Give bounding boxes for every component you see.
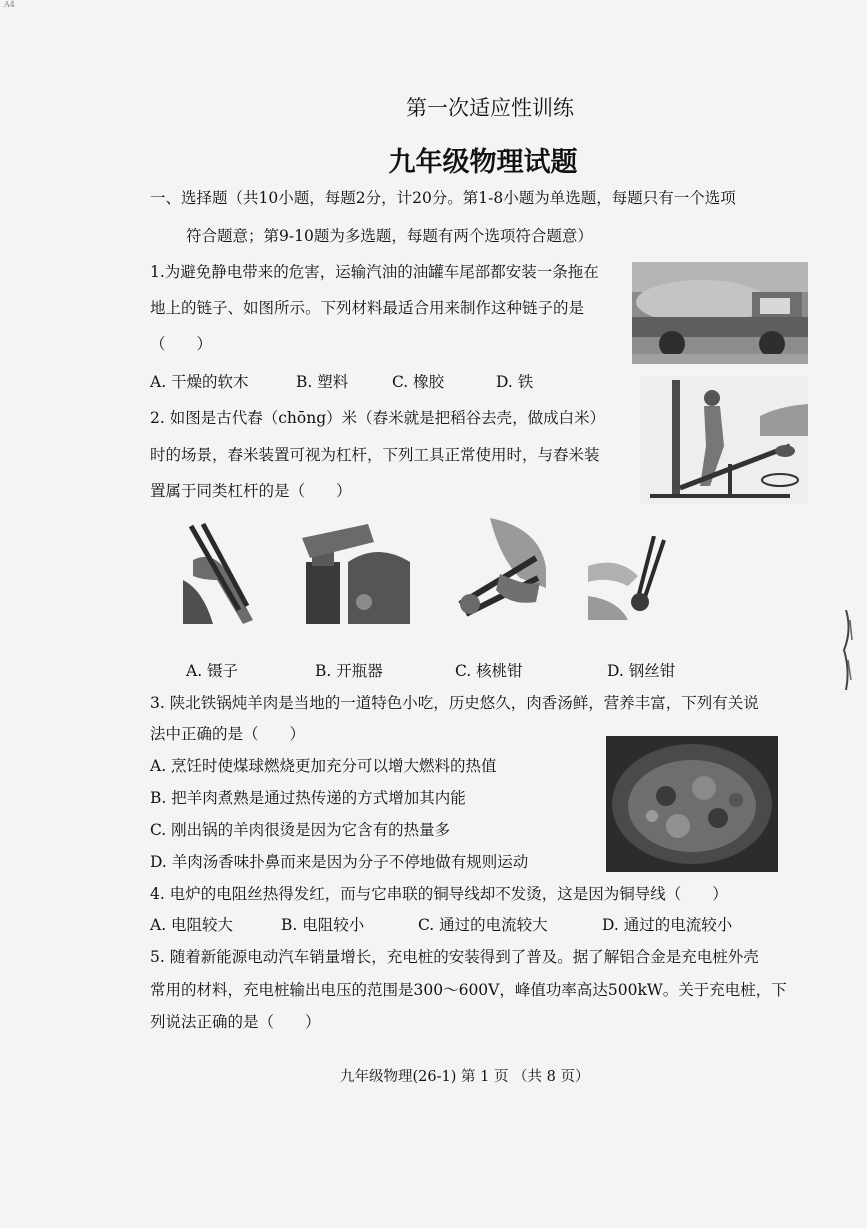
walnut-cracker-image [440,518,546,622]
q3-stem-line1: 3. 陕北铁锅炖羊肉是当地的一道特色小吃，历史悠久，肉香汤鲜，营养丰富，下列有关说 [150,694,759,712]
q3-stem-line2: 法中正确的是（ ） [150,725,306,743]
q1-option-c: C. 橡胶 [392,373,445,391]
q1-stem-line1: 1.为避免静电带来的危害，运输汽油的油罐车尾部都安装一条拖在 [150,263,599,281]
q4-option-a: A. 电阻较大 [150,916,234,934]
exam-title: 九年级物理试题 [388,147,578,178]
scan-edge-mark [838,610,856,690]
q1-option-d: D. 铁 [496,373,534,391]
q3-option-d: D. 羊肉汤香味扑鼻而来是因为分子不停地做有规则运动 [150,853,529,871]
q4-option-c: C. 通过的电流较大 [418,916,548,934]
q2-stem-line3: 置属于同类杠杆的是（ ） [150,482,352,500]
q3-option-c: C. 刚出锅的羊肉很烫是因为它含有的热量多 [150,821,451,839]
page-footer: 九年级物理(26-1) 第 1 页 （共 8 页） [340,1069,590,1085]
q5-stem-line2: 常用的材料，充电桩输出电压的范围是300～600V，峰值功率高达500kW。关于充电桩，下 [150,981,787,999]
q2-stem-line1: 2. 如图是古代舂（chōng）米（舂米就是把稻谷去壳，做成白米） [150,409,606,427]
q2-option-b: B. 开瓶器 [315,662,383,680]
tanker-truck-image [632,262,808,364]
q4-option-d: D. 通过的电流较小 [602,916,733,934]
section-heading-line1: 一、选择题（共10小题，每题2分，计20分。第1-8小题为单选题，每题只有一个选项 [150,189,736,207]
q5-stem-line1: 5. 随着新能源电动汽车销量增长，充电桩的安装得到了普及。据了解铝合金是充电桩外壳 [150,948,759,966]
q1-stem-line3: （ ） [150,335,213,353]
q5-stem-line3: 列说法正确的是（ ） [150,1013,321,1031]
q4-stem: 4. 电炉的电阻丝热得发红，而与它串联的铜导线却不发烫，这是因为铜导线（ ） [150,885,728,903]
q3-option-a: A. 烹饪时使煤球燃烧更加充分可以增大燃料的热值 [150,757,497,775]
q4-option-b: B. 电阻较小 [281,916,365,934]
bottle-opener-image [298,522,410,624]
exam-subtitle: 第一次适应性训练 [406,96,574,120]
tweezers-image [183,520,267,624]
q2-option-d: D. 钢丝钳 [607,662,676,680]
q1-stem-line2: 地上的链子、如图所示。下列材料最适合用来制作这种链子的是 [150,299,585,317]
q3-option-b: B. 把羊肉煮熟是通过热传递的方式增加其内能 [150,789,466,807]
section-heading-line2: 符合题意；第9-10题为多选题，每题有两个选项符合题意） [186,227,593,245]
corner-mark: A4 [4,0,15,9]
wire-pliers-image [588,536,676,620]
q2-stem-line2: 时的场景，舂米装置可视为杠杆，下列工具正常使用时，与舂米装 [150,446,600,464]
q2-option-c: C. 核桃钳 [455,662,523,680]
rice-pounding-image [640,376,808,504]
mutton-pot-image [606,736,778,872]
q1-option-b: B. 塑料 [296,373,349,391]
q1-option-a: A. 干燥的软木 [150,373,249,391]
q2-option-a: A. 镊子 [186,662,239,680]
